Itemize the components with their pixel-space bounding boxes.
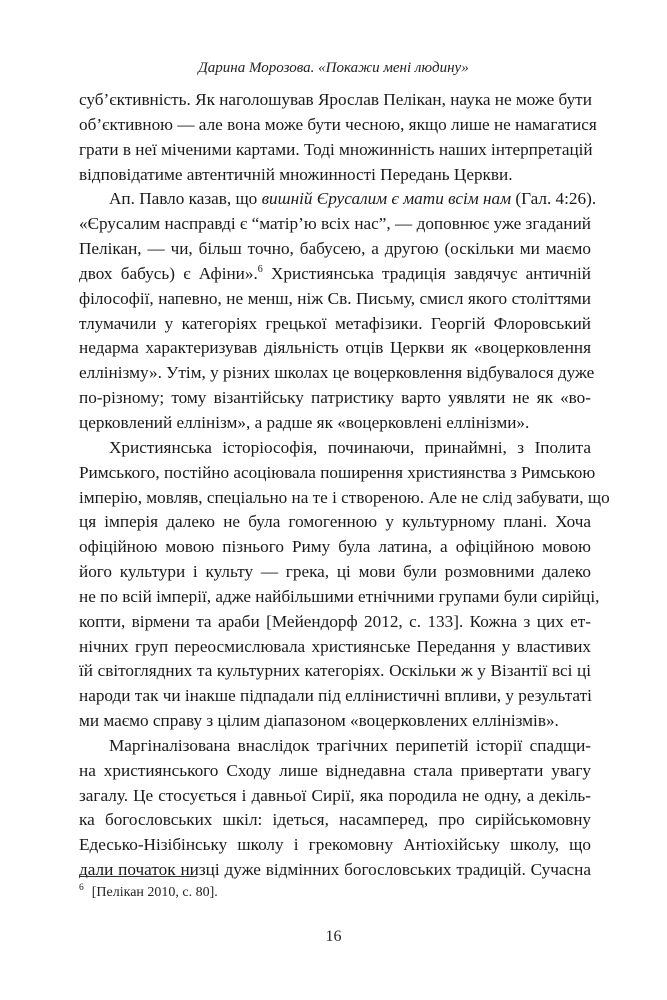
text-line: філософії, напевно, не менш, ніж Св. Письму, смисл якого століттями	[79, 288, 591, 308]
text-line: офіційною мовою пізнього Риму була латина, а офіційною мовою	[79, 537, 591, 557]
footnote-number: 6	[79, 883, 84, 893]
text-line: грати в неї міченими картами. Тоді множинність наших інтерпретацій	[79, 139, 593, 159]
text-line: нічних груп переосмислювала християнське Передання у властивих	[79, 636, 591, 656]
text-line: Християнська історіософія, починаючи, принаймні, з Іполита	[109, 437, 591, 457]
text-line	[79, 262, 591, 287]
text-line: їй світоглядних та культурних категоріях. Оскільки ж у Візантії всі ці	[79, 661, 591, 681]
text-line: суб’єктивність. Як наголошував Ярослав Пелікан, наука не може бути	[79, 90, 592, 109]
text-line: «Єрусалим насправді є “матір’ю всіх нас”, — доповнює уже згаданий	[79, 214, 591, 234]
text-line: еллінізму». Утім, у різних школах це воцерковлення відбувалося дуже	[79, 363, 595, 383]
text-line: Едесько-Нізібінську школу і грекомовну Антіохійську школу, що	[79, 835, 591, 855]
running-head: Дарина Морозова. «Покажи мені людину»	[198, 60, 469, 76]
text-line: на християнського Сходу лише віднедавна стала привертати увагу	[79, 760, 591, 780]
text-line: імперію, мовляв, спеціально на те і створеною. Але не слід забувати, що	[79, 487, 610, 507]
body-text	[79, 88, 610, 883]
text-line: Римського, постійно асоціювала поширення християнства з Римською	[79, 462, 596, 482]
text-line: по-різному; тому візантійську патристику варто уявляти не як «во-	[79, 388, 591, 408]
text-line: ця імперія далеко не була гомогенною у культурному плані. Хоча	[79, 512, 591, 532]
text-line: Маргіналізована внаслідок трагічних перипетій історії спадщи-	[109, 735, 591, 755]
footnote-text: [Пелікан 2010, с. 80].	[91, 885, 218, 900]
footnote	[79, 883, 218, 901]
text-segment: (Гал. 4:26).	[511, 189, 597, 209]
text-line: об’єктивною — але вона може бути чесною, якщо лише не намагатися	[79, 114, 597, 134]
text-line: загалу. Це стосується і давньої Сирії, яка породила не одну, а декіль-	[79, 785, 591, 805]
text-line: Пелікан, — чи, більш точно, бабусею, а другою (оскільки ми маємо	[79, 239, 591, 259]
text-line: церковлений еллінізм», а радше як «воцерковлені еллінізми».	[79, 412, 530, 432]
text-line: народи так чи інакше підпадали під еллінистичні впливи, у результаті	[79, 686, 592, 706]
text-line: дали початок низці дуже відмінних богословських традицій. Сучасна	[79, 860, 591, 880]
italic-quote: вишній Єрусалим є мати всім нам	[261, 189, 512, 209]
text-line	[79, 187, 597, 212]
footnote-reference[interactable]: 6	[257, 263, 263, 275]
footnote-divider	[79, 876, 197, 877]
text-line: ми маємо справу з цілим діапазоном «воцерковлених еллінізмів».	[79, 711, 559, 731]
text-line: тлумачили у категоріях грецької метафізики. Георгій Флоровський	[79, 313, 591, 333]
text-line: ка богословських шкіл: ідеться, насамперед, про сирійськомовну	[79, 810, 591, 830]
text-segment: двох бабусь) є Афіни».	[79, 263, 258, 283]
page-number: 16	[325, 928, 342, 945]
text-line: його культури і культу — грека, ці мови були розмовними далеко	[79, 562, 591, 582]
text-line: відповідатиме автентичній множинності Передань Церкви.	[79, 164, 513, 184]
text-segment: Християнська традиція завдячує античній	[262, 263, 591, 283]
text-line: не по всій імперії, адже найбільшими етнічними групами були сирійці,	[79, 586, 600, 606]
text-line: копти, вірмени та араби [Мейендорф 2012, с. 133]. Кожна з цих ет-	[79, 611, 591, 631]
text-line: недарма характеризував діяльність отців Церкви як «воцерковлення	[79, 338, 591, 358]
text-segment: Ап. Павло казав, що	[109, 189, 262, 209]
